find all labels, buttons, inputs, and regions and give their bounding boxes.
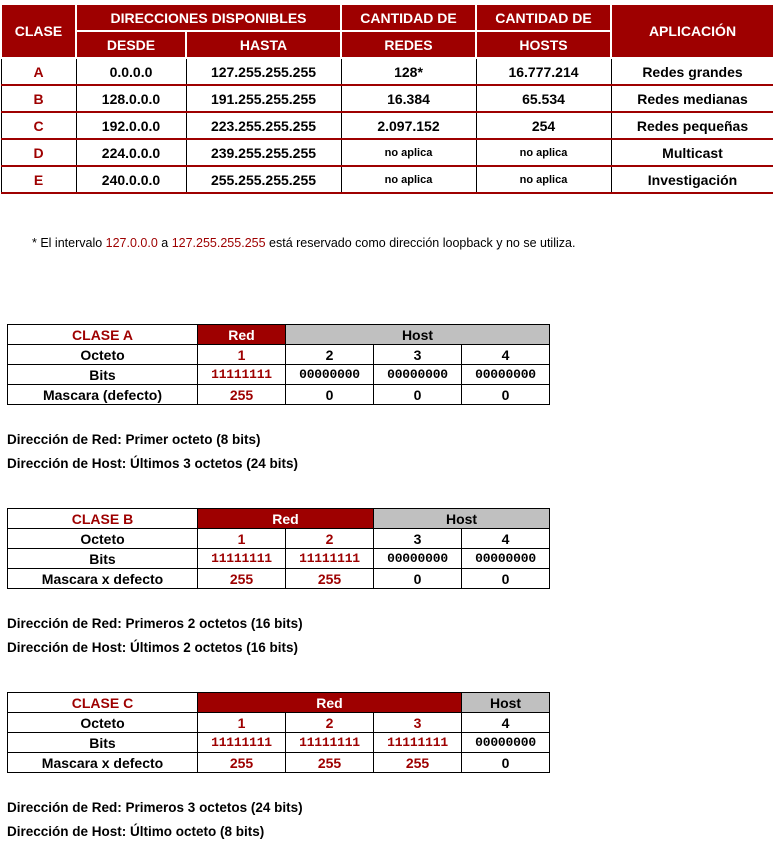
table-row <box>1 112 773 139</box>
hasta-cell: 223.255.255.255 <box>186 112 341 139</box>
class-c-desc-red: Dirección de Red: Primeros 3 octetos (24 bits) <box>7 800 303 815</box>
class-c-table <box>7 692 550 773</box>
octeto-label: Octeto <box>8 713 198 733</box>
aplicacion-cell: Redes pequeñas <box>611 112 773 139</box>
mask-1: 255 <box>198 569 286 589</box>
class-b-title: CLASE B <box>8 509 198 529</box>
bits-2: 11111111 <box>286 549 374 569</box>
header-cantidad-redes-2: REDES <box>341 31 476 58</box>
header-hasta: HASTA <box>186 31 341 58</box>
bits-4: 00000000 <box>462 733 550 753</box>
desde-cell: 240.0.0.0 <box>76 166 186 193</box>
desde-cell: 192.0.0.0 <box>76 112 186 139</box>
header-direcciones: DIRECCIONES DISPONIBLES <box>76 4 341 31</box>
class-c-host-header: Host <box>462 693 550 713</box>
bits-2: 00000000 <box>286 365 374 385</box>
hosts-cell: no aplica <box>476 139 611 166</box>
desde-cell: 0.0.0.0 <box>76 58 186 85</box>
octeto-1: 1 <box>198 713 286 733</box>
aplicacion-cell: Redes grandes <box>611 58 773 85</box>
hosts-cell: 254 <box>476 112 611 139</box>
class-b-octeto-row <box>8 529 550 549</box>
aplicacion-cell: Redes medianas <box>611 85 773 112</box>
class-b-bits-row <box>8 549 550 569</box>
octeto-3: 3 <box>374 713 462 733</box>
note-prefix: * El intervalo <box>32 236 106 250</box>
bits-1: 11111111 <box>198 365 286 385</box>
octeto-2: 2 <box>286 713 374 733</box>
class-c-desc-host: Dirección de Host: Último octeto (8 bits) <box>7 824 265 839</box>
table-row <box>1 139 773 166</box>
mask-4: 0 <box>462 569 550 589</box>
octeto-4: 4 <box>462 345 550 365</box>
header-cantidad-hosts-2: HOSTS <box>476 31 611 58</box>
class-a-title: CLASE A <box>8 325 198 345</box>
bits-3: 11111111 <box>374 733 462 753</box>
mask-label: Mascara (defecto) <box>8 385 198 405</box>
class-a-desc-red: Dirección de Red: Primer octeto (8 bits) <box>7 432 261 447</box>
class-c-mask-row <box>8 753 550 773</box>
class-c-bits-row <box>8 733 550 753</box>
class-c-title: CLASE C <box>8 693 198 713</box>
aplicacion-cell: Multicast <box>611 139 773 166</box>
class-letter: E <box>1 166 76 193</box>
header-cantidad-redes-1: CANTIDAD DE <box>341 4 476 31</box>
class-b-mask-row <box>8 569 550 589</box>
bits-label: Bits <box>8 733 198 753</box>
class-b-table <box>7 508 550 589</box>
octeto-3: 3 <box>374 529 462 549</box>
class-b-red-header: Red <box>198 509 374 529</box>
bits-label: Bits <box>8 365 198 385</box>
redes-cell: no aplica <box>341 139 476 166</box>
mask-3: 255 <box>374 753 462 773</box>
class-a-host-header: Host <box>286 325 550 345</box>
octeto-2: 2 <box>286 529 374 549</box>
desde-cell: 128.0.0.0 <box>76 85 186 112</box>
class-a-table <box>7 324 550 405</box>
hosts-cell: 16.777.214 <box>476 58 611 85</box>
table-row <box>1 58 773 85</box>
note-suffix: está reservado como dirección loopback y no se utiliza. <box>265 236 576 250</box>
mask-2: 0 <box>286 385 374 405</box>
class-letter: C <box>1 112 76 139</box>
bits-3: 00000000 <box>374 365 462 385</box>
header-desde: DESDE <box>76 31 186 58</box>
hosts-cell: no aplica <box>476 166 611 193</box>
hasta-cell: 127.255.255.255 <box>186 58 341 85</box>
mask-4: 0 <box>462 385 550 405</box>
hasta-cell: 255.255.255.255 <box>186 166 341 193</box>
class-letter: D <box>1 139 76 166</box>
note-end: 127.255.255.255 <box>171 236 266 250</box>
bits-3: 00000000 <box>374 549 462 569</box>
octeto-4: 4 <box>462 529 550 549</box>
bits-label: Bits <box>8 549 198 569</box>
class-b-host-header: Host <box>374 509 550 529</box>
note-start: 127.0.0.0 <box>105 236 158 250</box>
aplicacion-cell: Investigación <box>611 166 773 193</box>
redes-cell: 16.384 <box>341 85 476 112</box>
class-a-bits-row <box>8 365 550 385</box>
redes-cell: 128* <box>341 58 476 85</box>
mask-1: 255 <box>198 753 286 773</box>
mask-1: 255 <box>198 385 286 405</box>
header-clase: CLASE <box>1 4 76 58</box>
mask-label: Mascara x defecto <box>8 753 198 773</box>
class-letter: B <box>1 85 76 112</box>
mask-2: 255 <box>286 753 374 773</box>
ip-classes-table <box>0 3 773 194</box>
bits-4: 00000000 <box>462 365 550 385</box>
bits-1: 11111111 <box>198 549 286 569</box>
bits-2: 11111111 <box>286 733 374 753</box>
octeto-2: 2 <box>286 345 374 365</box>
header-aplicacion: APLICACIÓN <box>611 4 773 58</box>
redes-cell: 2.097.152 <box>341 112 476 139</box>
table-row <box>1 166 773 193</box>
hasta-cell: 191.255.255.255 <box>186 85 341 112</box>
hasta-cell: 239.255.255.255 <box>186 139 341 166</box>
octeto-3: 3 <box>374 345 462 365</box>
table-row <box>1 85 773 112</box>
header-cantidad-hosts-1: CANTIDAD DE <box>476 4 611 31</box>
mask-3: 0 <box>374 569 462 589</box>
bits-4: 00000000 <box>462 549 550 569</box>
class-b-desc-host: Dirección de Host: Últimos 2 octetos (16 bits) <box>7 640 299 655</box>
class-b-desc-red: Dirección de Red: Primeros 2 octetos (16 bits) <box>7 616 303 631</box>
loopback-note <box>32 236 575 250</box>
octeto-label: Octeto <box>8 345 198 365</box>
redes-cell: no aplica <box>341 166 476 193</box>
octeto-1: 1 <box>198 529 286 549</box>
note-mid: a <box>157 236 172 250</box>
class-a-octeto-row <box>8 345 550 365</box>
hosts-cell: 65.534 <box>476 85 611 112</box>
class-letter: A <box>1 58 76 85</box>
class-a-desc-host: Dirección de Host: Últimos 3 octetos (24 bits) <box>7 456 299 471</box>
class-c-red-header: Red <box>198 693 462 713</box>
class-c-octeto-row <box>8 713 550 733</box>
mask-2: 255 <box>286 569 374 589</box>
class-a-mask-row <box>8 385 550 405</box>
octeto-label: Octeto <box>8 529 198 549</box>
bits-1: 11111111 <box>198 733 286 753</box>
octeto-1: 1 <box>198 345 286 365</box>
mask-4: 0 <box>462 753 550 773</box>
mask-label: Mascara x defecto <box>8 569 198 589</box>
desde-cell: 224.0.0.0 <box>76 139 186 166</box>
mask-3: 0 <box>374 385 462 405</box>
class-a-red-header: Red <box>198 325 286 345</box>
octeto-4: 4 <box>462 713 550 733</box>
